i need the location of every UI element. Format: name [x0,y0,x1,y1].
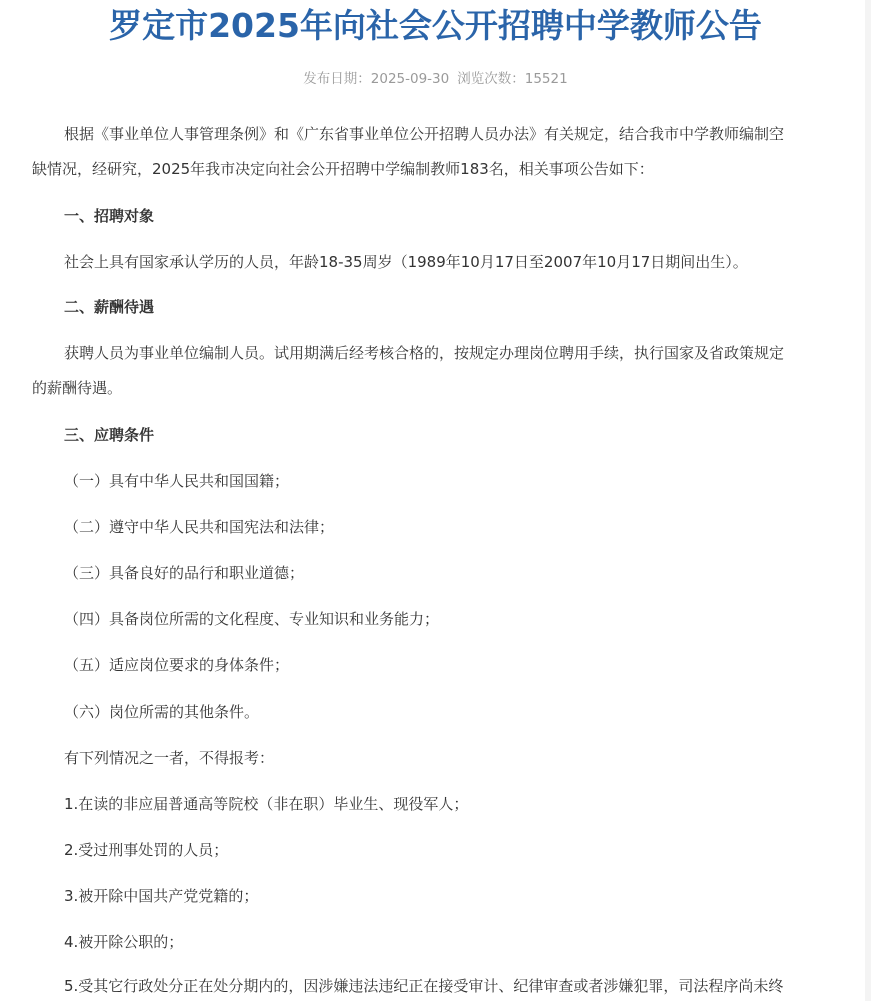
exclusion-item: 1.在读的非应届普通高等院校（非在职）毕业生、现役军人； [64,795,469,813]
section-text-compensation-line-2: 的薪酬待遇。 [32,379,123,397]
article-meta [0,70,871,88]
vertical-scrollbar[interactable] [865,0,871,1001]
section-text-compensation-line-1: 获聘人员为事业单位编制人员。试用期满后经考核合格的，按规定办理岗位聘用手续，执行国家及省政策规定 [64,344,785,362]
condition-item: （四）具备岗位所需的文化程度、专业知识和业务能力； [64,610,440,628]
intro-paragraph-line-2: 缺情况，经研究，2025年我市决定向社会公开招聘中学编制教师183名，相关事项公告如下： [32,160,654,178]
condition-item: （五）适应岗位要求的身体条件； [64,656,290,674]
condition-item: （三）具备良好的品行和职业道德； [64,564,305,582]
condition-item: （一）具有中华人民共和国国籍； [64,472,290,490]
publish-date-label: 发布日期： [303,71,371,87]
exclusion-item: 5.受其它行政处分正在处分期内的，因涉嫌违法违纪正在接受审计、纪律审查或者涉嫌犯罪，司法程序尚未终 [64,977,784,995]
intro-paragraph-line-1: 根据《事业单位人事管理条例》和《广东省事业单位公开招聘人员办法》有关规定，结合我市中学教师编制空 [64,125,785,143]
section-heading-recruitment-targets: 一、招聘对象 [64,207,155,225]
exclusion-item: 3.被开除中国共产党党籍的； [64,887,259,905]
section-heading-compensation: 二、薪酬待遇 [64,298,155,316]
exclusion-item: 2.受过刑事处罚的人员； [64,841,229,859]
view-count: 15521 [524,71,568,87]
view-count-label: 浏览次数： [457,71,525,87]
exclusion-intro: 有下列情况之一者，不得报考： [64,749,275,767]
section-heading-requirements: 三、应聘条件 [64,426,155,444]
article-title: 罗定市2025年向社会公开招聘中学教师公告 [109,6,762,45]
publish-date: 2025-09-30 [370,71,450,87]
condition-item: （六）岗位所需的其他条件。 [64,703,260,721]
condition-item: （二）遵守中华人民共和国宪法和法律； [64,518,335,536]
exclusion-item: 4.被开除公职的； [64,933,184,951]
section-text-recruitment-targets: 社会上具有国家承认学历的人员，年龄18-35周岁（1989年10月17日至2007年10月17日期间出生）。 [64,253,748,271]
